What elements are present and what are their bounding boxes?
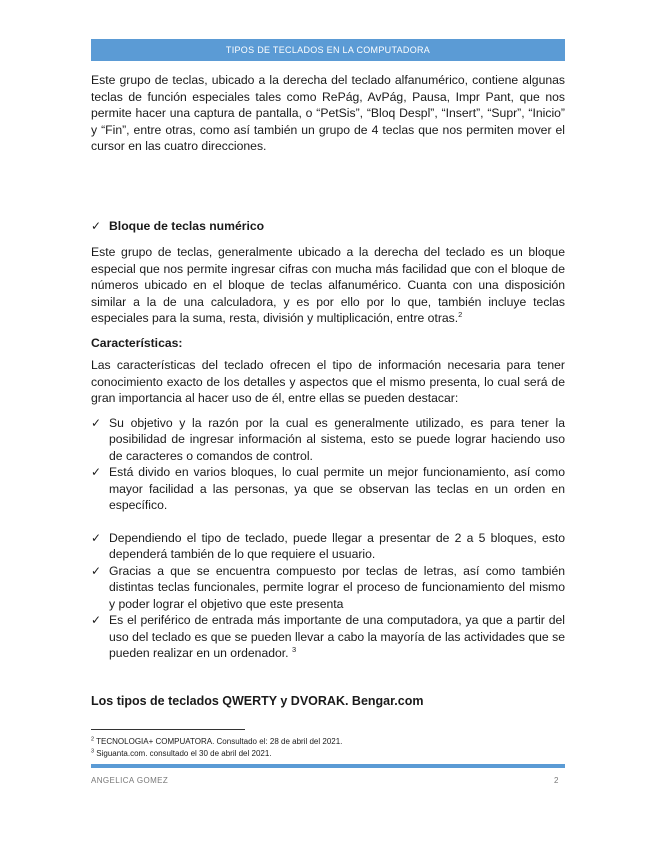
list-item — [91, 563, 565, 613]
footnote-item — [91, 736, 342, 748]
numeric-block-text: Este grupo de teclas, generalmente ubicado a la derecha del teclado es un bloque especial que nos permite ingresar cifras con mucha más facilidad que con el bloque de números ubicado en el bloque de teclas alfanumérico. Cuanta con una disposición similar a la de una calculadora, y es por ello por lo que, también incluye teclas especiales para la suma, resta, división y multiplicación, entre otras. — [91, 245, 565, 325]
footnote-text: Siguanta.com. consultado el 30 de abril del 2021. — [96, 749, 272, 758]
page-number: 2 — [554, 776, 559, 785]
page-footer-bar — [91, 764, 565, 768]
list-item — [91, 612, 565, 662]
section-title: Los tipos de teclados QWERTY y DVORAK. Bengar.com — [91, 693, 424, 708]
list-item — [91, 415, 565, 465]
characteristics-intro: Las características del teclado ofrecen el tipo de información necesaria para tener conocimiento exacto de los detalles y aspectos que el mismo presenta, lo cual será de gran importancia al hacer uso de él, entre ellas se pueden destacar: — [91, 358, 565, 405]
check-icon: ✓ — [91, 563, 102, 578]
footnote-number: 2 — [91, 736, 95, 743]
characteristics-title: Características: — [91, 335, 183, 350]
list-item — [91, 530, 565, 563]
list-item-text: Dependiendo el tipo de teclado, puede llegar a presentar de 2 a 5 bloques, esto dependerá también de lo que requiere el usuario. — [109, 530, 565, 561]
footnote-divider — [91, 729, 245, 730]
header-title: TIPOS DE TECLADOS EN LA COMPUTADORA — [225, 45, 431, 55]
intro-paragraph: Este grupo de teclas, ubicado a la derecha del teclado alfanumérico, contiene algunas teclas de función especiales tales como RePág, AvPág, Pausa, Impr Pant, que nos permite hacer una captura de pantalla, o “PetSis”, “Bloq Despl”, “Insert”, “Supr”, “Inicio” y “Fin”, entre otras, como así también un grupo de 4 teclas que nos permiten mover el cursor en las cuatro direcciones. — [91, 73, 565, 153]
list-item-text: Su objetivo y la razón por la cual es generalmente utilizado, es para tener la posibilidad de ingresar información al sistema, esto se puede lograr haciendo uso de caracteres o comandos de control. — [109, 415, 565, 463]
footer-author: ANGELICA GOMEZ — [91, 776, 169, 785]
characteristics-list — [91, 415, 565, 662]
list-item-text — [109, 612, 565, 662]
footnote-item — [91, 748, 342, 760]
numeric-block-heading-text: Bloque de teclas numérico — [109, 218, 265, 233]
footnote-text: TECNOLOGIA+ COMPUATORA. Consultado el: 28 de abril del 2021. — [96, 737, 343, 746]
numeric-block-paragraph — [91, 244, 565, 327]
list-item-text-body: Es el periférico de entrada más importante de una computadora, ya que a partir del uso del teclado es que se pueden llevar a cabo la mayoría de las actividades que se pueden realizar en un ordenador. — [109, 613, 565, 660]
check-icon: ✓ — [91, 613, 102, 627]
check-icon: ✓ — [91, 530, 102, 545]
footnote-ref-3: 3 — [291, 644, 297, 654]
check-icon: ✓ — [91, 415, 102, 430]
list-item — [91, 464, 565, 514]
page-header-bar — [91, 39, 565, 61]
footnotes — [91, 736, 342, 760]
document-body — [91, 72, 565, 709]
footnote-number: 3 — [91, 748, 95, 755]
check-icon: ✓ — [91, 218, 102, 233]
list-item-text: Gracias a que se encuentra compuesto por teclas de letras, así como también distintas teclas funcionales, permite lograr el proceso de funcionamiento del mismo y poder lograr el objetivo que este presenta — [109, 563, 565, 611]
footnote-ref-2: 2 — [458, 309, 463, 319]
list-item-text: Está divido en varios bloques, lo cual permite un mejor funcionamiento, así como mayor facilidad a las personas, ya que se observan las teclas en un orden en específico. — [109, 465, 565, 512]
numeric-block-heading — [91, 218, 565, 235]
check-icon: ✓ — [91, 465, 102, 479]
